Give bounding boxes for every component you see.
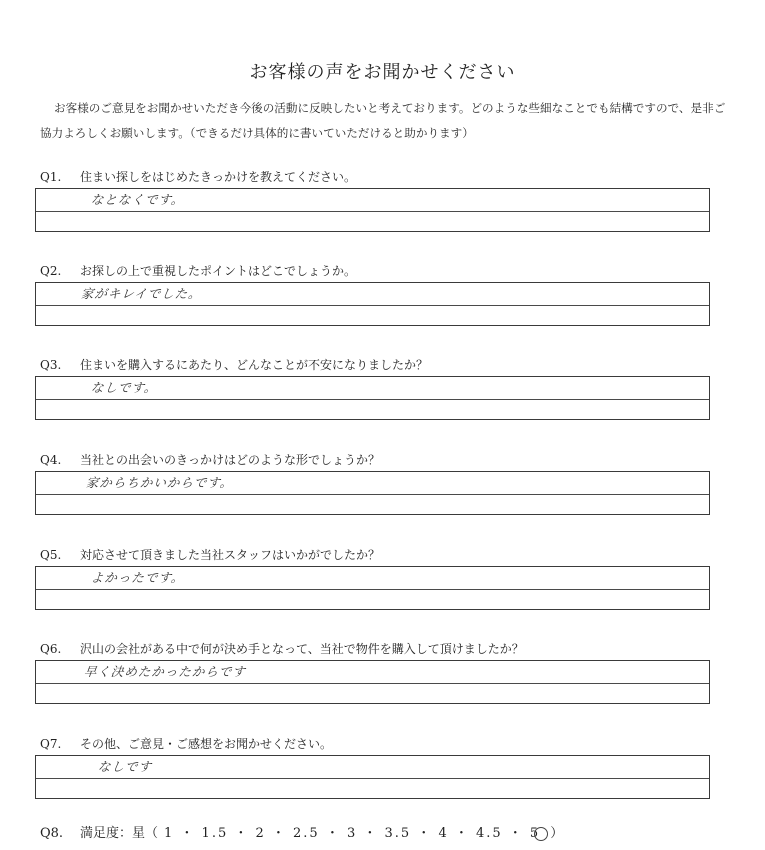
question-number: Q1. xyxy=(40,170,62,184)
question-text: 対応させて頂きました当社スタッフはいかがでしたか？ xyxy=(80,548,381,562)
answer-line-divider xyxy=(36,494,709,495)
answer-box-5[interactable] xyxy=(35,566,710,610)
question-text: 沢山の会社がある中で何が決め手となって、当社で物件を購入して頂けましたか？ xyxy=(80,642,524,656)
page-title: お客様の声をお聞かせください xyxy=(249,62,516,83)
answer-line-divider xyxy=(36,589,709,590)
selected-rating-circle-icon xyxy=(534,827,548,841)
question-2 xyxy=(40,262,356,279)
answer-line-divider xyxy=(36,211,709,212)
rating-scale[interactable]: 1 ・ 1.5 ・ 2 ・ 2.5 ・ 3 ・ 3.5 ・ 4 ・ 4.5 ・ 5 xyxy=(164,826,541,841)
question-4 xyxy=(40,451,380,468)
question-7 xyxy=(40,735,332,752)
question-number: Q7. xyxy=(40,737,62,751)
question-8-satisfaction xyxy=(40,822,563,841)
answer-line-divider xyxy=(36,305,709,306)
question-text: 住まいを購入するにあたり、どんなことが不安になりましたか？ xyxy=(80,358,429,372)
handwritten-answer: 家からちかいからです。 xyxy=(85,475,235,490)
answer-line-divider xyxy=(36,778,709,779)
answer-box-3[interactable] xyxy=(35,376,710,420)
handwritten-answer: なしです xyxy=(97,759,153,774)
question-1 xyxy=(40,168,356,185)
satisfaction-label: 満足度：星（ xyxy=(80,826,159,841)
question-number: Q4. xyxy=(40,453,62,467)
scale-close-paren: ） xyxy=(550,826,564,841)
question-text: お探しの上で重視したポイントはどこでしょうか。 xyxy=(80,264,357,278)
answer-box-6[interactable] xyxy=(35,660,710,704)
question-number: Q6. xyxy=(40,642,62,656)
intro-paragraph: お客様のご意見をお聞かせいただき今後の活動に反映したいと考えております。どのような些細なことでも結構ですので、是非ご協力よろしくお願いします。（できるだけ具体的に書いていただけると助かります） xyxy=(40,101,726,140)
question-text: その他、ご意見・ご感想をお聞かせください。 xyxy=(80,737,333,751)
answer-box-2[interactable] xyxy=(35,282,710,326)
question-number: Q8. xyxy=(40,826,64,841)
answer-line-divider xyxy=(36,399,709,400)
answer-line-divider xyxy=(36,683,709,684)
question-number: Q3. xyxy=(40,358,62,372)
answer-box-4[interactable] xyxy=(35,471,710,515)
question-number: Q5. xyxy=(40,548,62,562)
handwritten-answer: なとなくです。 xyxy=(90,192,186,207)
answer-box-7[interactable] xyxy=(35,755,710,799)
handwritten-answer: 家がキレイでした。 xyxy=(80,286,203,301)
question-6 xyxy=(40,640,524,657)
handwritten-answer: 早く決めたかったからです xyxy=(83,664,247,679)
question-number: Q2. xyxy=(40,264,62,278)
handwritten-answer: よかったです。 xyxy=(90,570,186,585)
question-5 xyxy=(40,546,380,563)
question-text: 住まい探しをはじめたきっかけを教えてください。 xyxy=(80,170,357,184)
answer-box-1[interactable] xyxy=(35,188,710,232)
faint-header-bleedthrough xyxy=(230,8,550,32)
question-text: 当社との出会いのきっかけはどのような形でしょうか？ xyxy=(80,453,381,467)
handwritten-answer: なしです。 xyxy=(90,380,159,395)
question-3 xyxy=(40,356,428,373)
